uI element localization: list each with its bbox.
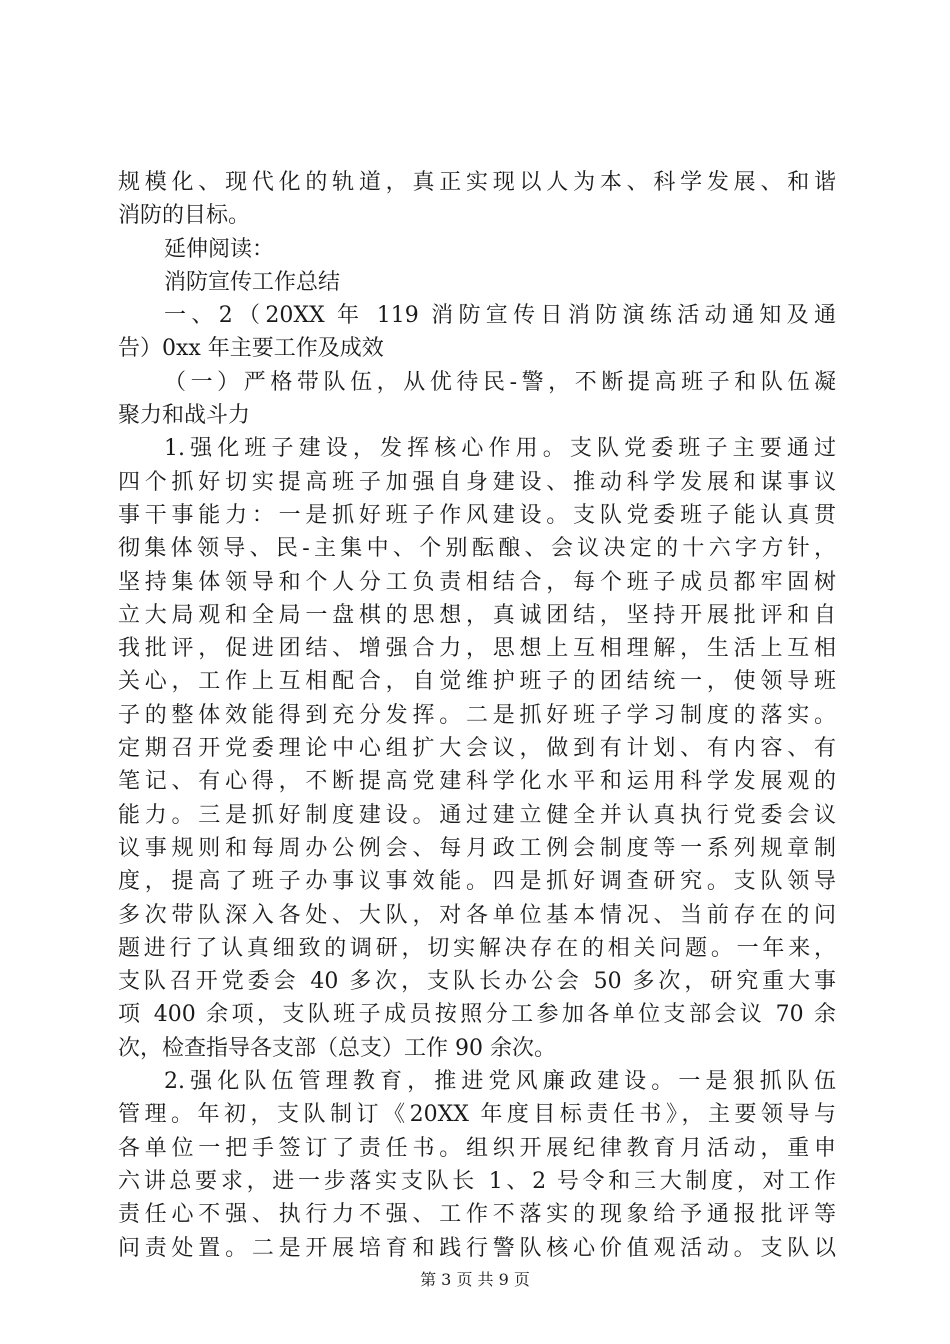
text-line: 定期召开党委理论中心组扩大会议，做到有计划、有内容、有 <box>118 736 836 762</box>
text-line: 题进行了认真细致的调研，切实解决存在的相关问题。一年来， <box>118 935 836 961</box>
text-line: 立大局观和全局一盘棋的思想，真诚团结，坚持开展批评和自 <box>118 602 836 628</box>
text-line: 多次带队深入各处、大队，对各单位基本情况、当前存在的问 <box>118 902 836 928</box>
text-line: 度，提高了班子办事议事效能。四是抓好调查研究。支队领导 <box>118 869 836 895</box>
text-line: 彻集体领导、民-主集中、个别酝酿、会议决定的十六字方针， <box>118 536 836 562</box>
text-line: 一、2（20XX 年 119 消防宣传日消防演练活动通知及通 <box>164 303 836 329</box>
text-line: 支队召开党委会 40 多次，支队长办公会 50 多次，研究重大事 <box>118 969 836 995</box>
text-line: 六讲总要求，进一步落实支队长 1、2 号令和三大制度，对工作 <box>118 1168 836 1194</box>
page-footer: 第 3 页 共 9 页 <box>420 1270 530 1289</box>
text-line: 问责处置。二是开展培育和践行警队核心价值观活动。支队以 <box>118 1235 836 1261</box>
text-line: 消防宣传工作总结 <box>164 269 341 295</box>
text-line: 1.强化班子建设，发挥核心作用。支队党委班子主要通过 <box>164 436 836 462</box>
text-line: 能力。三是抓好制度建设。通过建立健全并认真执行党委会议 <box>118 802 836 828</box>
text-line: 各单位一把手签订了责任书。组织开展纪律教育月活动，重申 <box>118 1135 836 1161</box>
text-line: 事干事能力：一是抓好班子作风建设。支队党委班子能认真贯 <box>118 502 836 528</box>
text-line: 告）0xx 年主要工作及成效 <box>118 336 384 362</box>
text-line: 子的整体效能得到充分发挥。二是抓好班子学习制度的落实。 <box>118 702 836 728</box>
text-line: 议事规则和每周办公例会、每月政工例会制度等一系列规章制 <box>118 835 836 861</box>
text-line: 四个抓好切实提高班子加强自身建设、推动科学发展和谋事议 <box>118 469 836 495</box>
text-line: 延伸阅读： <box>164 236 275 262</box>
text-line: 笔记、有心得，不断提高党建科学化水平和运用科学发展观的 <box>118 769 836 795</box>
text-line: 消防的目标。 <box>118 203 251 229</box>
body-text <box>118 166 836 1265</box>
text-line: 我批评，促进团结、增强合力，思想上互相理解，生活上互相 <box>118 636 836 662</box>
text-line: 管理。年初，支队制订《20XX 年度目标责任书》，主要领导与 <box>118 1102 836 1128</box>
text-line: 次，检查指导各支部（总支）工作 90 余次。 <box>118 1035 556 1061</box>
text-line: 2.强化队伍管理教育，推进党风廉政建设。一是狠抓队伍 <box>164 1069 836 1095</box>
text-line: 关心，工作上互相配合，自觉维护班子的团结统一，使领导班 <box>118 669 836 695</box>
text-line: 坚持集体领导和个人分工负责相结合，每个班子成员都牢固树 <box>118 569 836 595</box>
text-line: （一）严格带队伍，从优待民-警，不断提高班子和队伍凝 <box>164 369 836 395</box>
text-line: 责任心不强、执行力不强、工作不落实的现象给予通报批评等 <box>118 1202 836 1228</box>
text-line: 规模化、现代化的轨道，真正实现以人为本、科学发展、和谐 <box>118 170 836 195</box>
text-line: 项 400 余项，支队班子成员按照分工参加各单位支部会议 70 余 <box>118 1002 836 1028</box>
text-line: 聚力和战斗力 <box>118 403 251 429</box>
